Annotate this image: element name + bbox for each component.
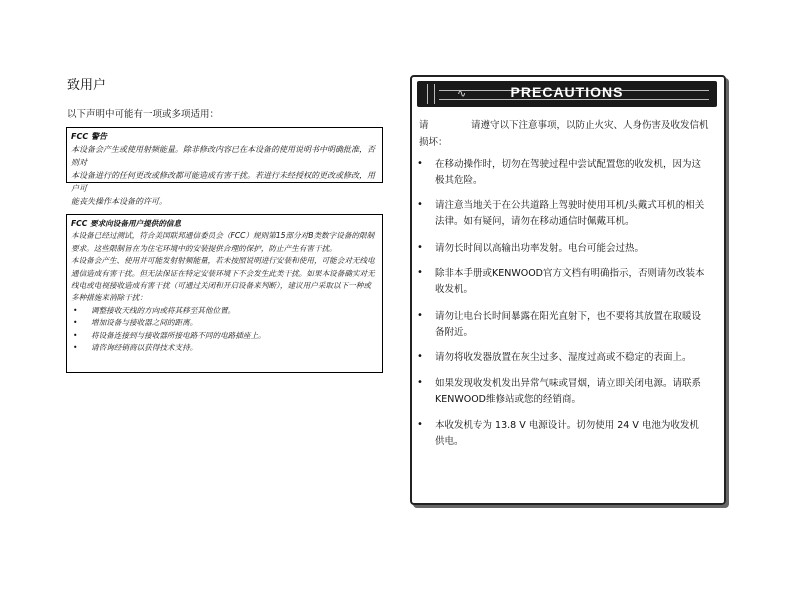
precaution-item: [417, 157, 707, 189]
list-item-text: 调整接收天线的方向或将其移至其他位置。: [91, 305, 236, 315]
precaution-text: 在移动操作时，切勿在驾驶过程中尝试配置您的收发机，因为这极其危险。: [435, 159, 702, 186]
bullet-icon: •: [417, 242, 423, 253]
list-item: [71, 330, 378, 342]
precautions-intro: [419, 117, 714, 151]
fcc-info-line: 通信造成有害干扰。但无法保证在特定安装环境下不会发生此类干扰。如果本设备确实对无: [71, 268, 375, 278]
bullet-icon: •: [417, 419, 423, 430]
fcc-warning-box: [66, 127, 383, 206]
list-item-text: 增加设备与接收器之间的距离。: [91, 318, 198, 328]
fcc-info-line: 要求。这些限制旨在为住宅环境中的安装提供合理的保护，防止产生有害干扰。: [71, 243, 337, 253]
precautions-intro-text: 请遵守以下注意事项，以防止火灾、人身伤害及收发信机: [471, 120, 709, 131]
page-heading: 致用户: [67, 78, 107, 93]
precaution-item: [417, 376, 707, 408]
page-intro: 以下声明中可能有一项或多项适用：: [67, 109, 220, 120]
precaution-item: [417, 418, 707, 450]
fcc-info-line: 多种措施来消除干扰：: [71, 293, 147, 303]
fcc-info-box: [66, 214, 383, 373]
fcc-warning-line: 本设备会产生或使用射频能量。除非修改内容已在本设备的使用说明书中明确批准，否则对: [71, 145, 375, 167]
precautions-title: PRECAUTIONS: [510, 84, 624, 100]
bullet-icon: •: [417, 377, 423, 388]
precautions-intro-line2: 损坏：: [419, 137, 448, 148]
bullet-icon: •: [73, 330, 78, 340]
precaution-text: 请勿让电台长时间暴露在阳光直射下，也不要将其放置在取暖设备附近。: [435, 311, 702, 338]
precaution-item: [417, 266, 707, 298]
precaution-text: 请勿将收发器放置在灰尘过多、湿度过高或不稳定的表面上。: [435, 352, 692, 363]
precautions-intro-lead: 请: [419, 120, 429, 131]
bullet-icon: •: [417, 199, 423, 210]
precaution-item: [417, 350, 707, 366]
bullet-icon: •: [73, 305, 78, 315]
bullet-icon: •: [73, 343, 78, 353]
fcc-info-line: 线电或电视接收造成有害干扰（可通过关闭和开启设备来判断），建议用户采取以下一种或: [71, 281, 371, 291]
list-item: [71, 342, 378, 354]
fcc-warning-line: 能丧失操作本设备的许可。: [71, 197, 167, 206]
bullet-icon: •: [417, 267, 423, 278]
bullet-icon: •: [417, 158, 423, 169]
precaution-item: [417, 309, 707, 341]
precautions-panel: [410, 75, 726, 505]
list-item: [71, 317, 378, 329]
precaution-text: 请注意当地关于在公共道路上驾驶时使用耳机/头戴式耳机的相关法律。如有疑问，请勿在移动通信时佩戴耳机。: [435, 200, 705, 227]
fcc-warning-title: FCC 警告: [71, 132, 107, 141]
list-item-text: 请咨询经销商以获得技术支持。: [91, 343, 198, 353]
precaution-item: [417, 241, 707, 257]
bullet-icon: •: [417, 310, 423, 321]
precautions-banner: [417, 81, 717, 107]
bullet-icon: •: [73, 318, 78, 328]
fcc-info-list: [71, 305, 378, 355]
precaution-text: 除非本手册或KENWOOD官方文档有明确指示，否则请勿改装本收发机。: [435, 268, 705, 295]
fcc-info-line: 本设备会产生、使用并可能发射射频能量，若未按照说明进行安装和使用，可能会对无线电: [71, 256, 375, 266]
bullet-icon: •: [417, 351, 423, 362]
precaution-text: 如果发现收发机发出异常气味或冒烟，请立即关闭电源。请联系KENWOOD维修站或您的经销商。: [435, 378, 702, 405]
precaution-text: 本收发机专为 13.8 V 电源设计。切勿使用 24 V 电池为收发机供电。: [435, 420, 699, 447]
list-item-text: 将设备连接到与接收器所接电路不同的电路插座上。: [91, 330, 266, 340]
fcc-info-line: 本设备已经过测试，符合美国联邦通信委员会（FCC）规则第15部分对B类数字设备的限制: [71, 231, 375, 241]
swirl-icon: ∿: [457, 87, 467, 100]
precaution-item: [417, 198, 707, 230]
fcc-warning-line: 本设备进行的任何更改或修改都可能造成有害干扰。若进行未经授权的更改或修改，用户可: [71, 171, 375, 193]
fcc-info-title: FCC 要求向设备用户提供的信息: [71, 219, 182, 228]
list-item: [71, 305, 378, 317]
precaution-text: 请勿长时间以高输出功率发射。电台可能会过热。: [435, 243, 645, 254]
